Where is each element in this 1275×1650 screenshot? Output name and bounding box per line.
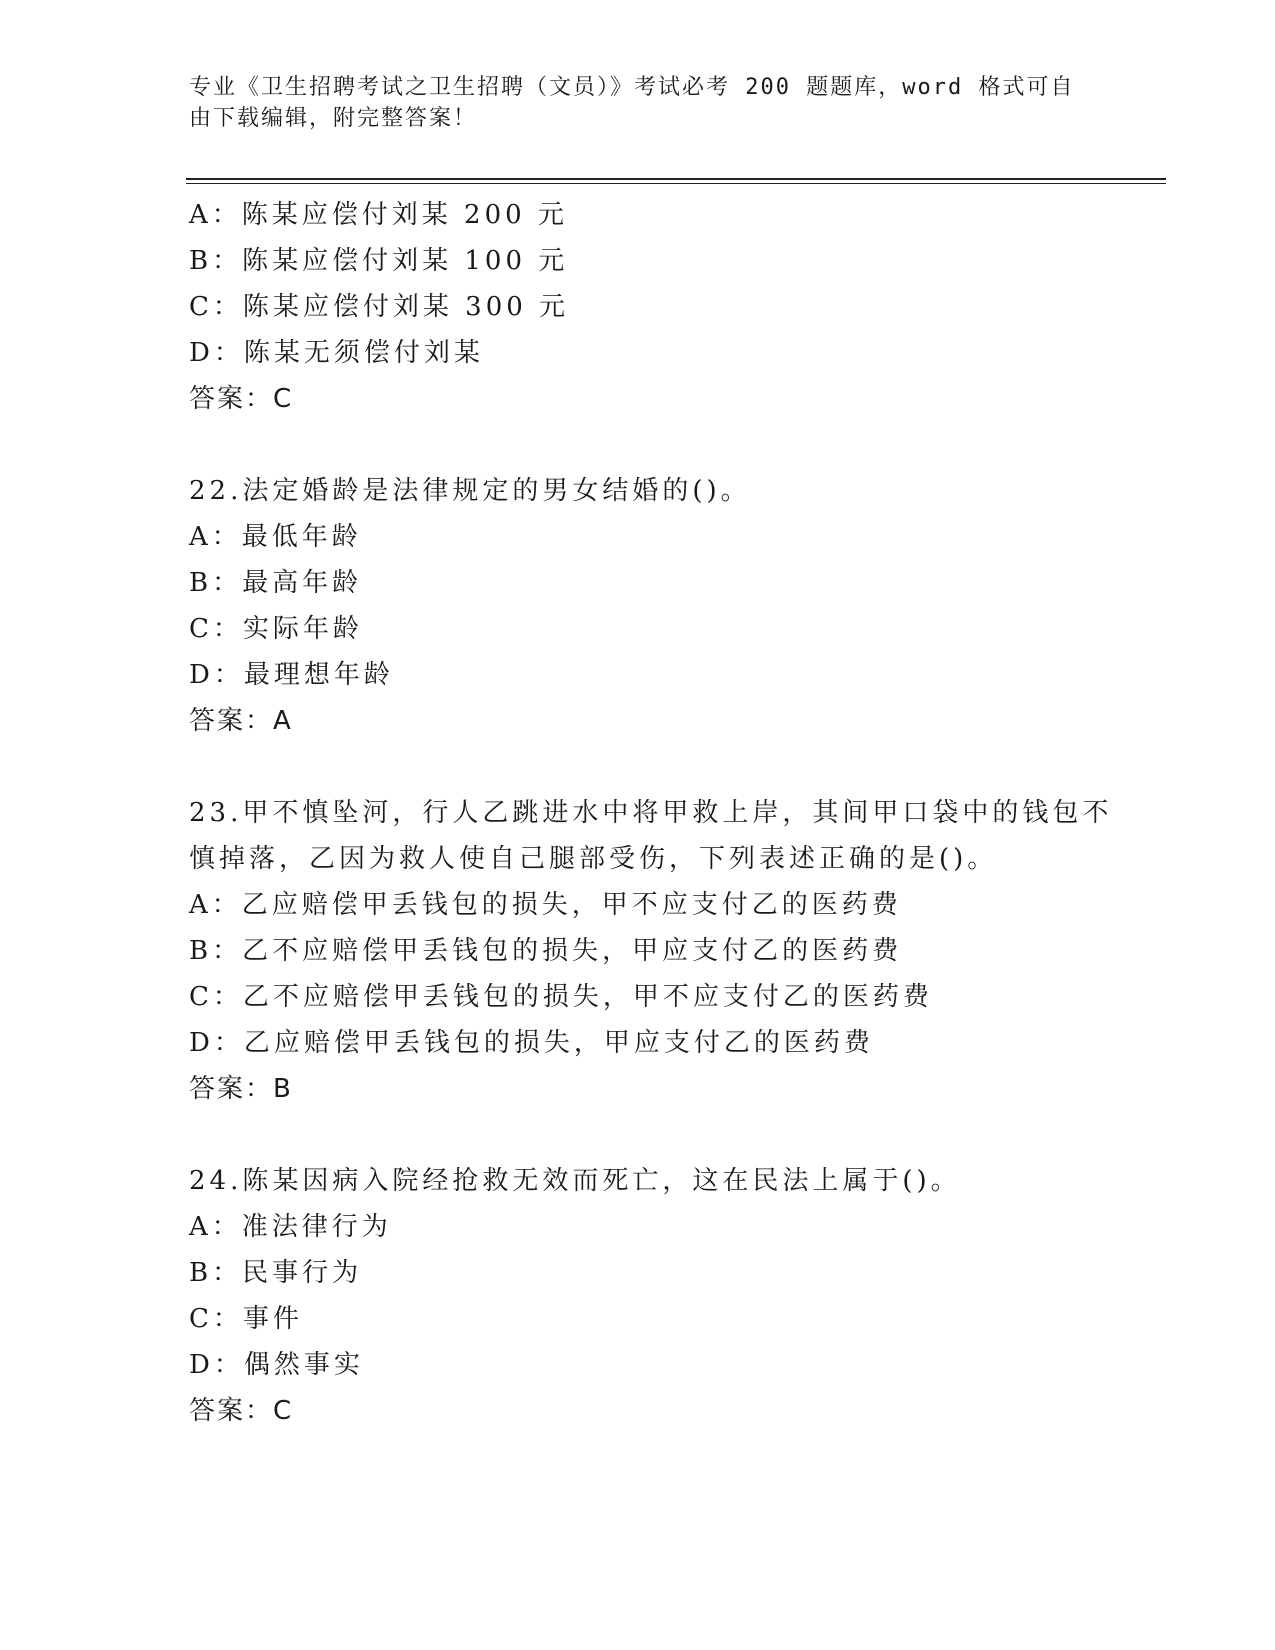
question-stem-line-1: 23.甲不慎坠河，行人乙跳进水中将甲救上岸，其间甲口袋中的钱包不 (189, 798, 1113, 828)
spacer (189, 744, 1169, 790)
header-divider-thin (186, 183, 1166, 184)
option-b: B：最高年龄 (189, 568, 363, 598)
option-b: B：陈某应偿付刘某 100 元 (189, 246, 569, 276)
option-a: A：乙应赔偿甲丢钱包的损失，甲不应支付乙的医药费 (189, 890, 902, 920)
header-divider-thick (186, 178, 1166, 180)
question-stem: 24.陈某因病入院经抢救无效而死亡，这在民法上属于()。 (189, 1166, 961, 1196)
option-d: D：最理想年龄 (189, 660, 394, 690)
answer-line: 答案：C (189, 1396, 294, 1426)
document-header (189, 72, 1089, 134)
spacer (189, 422, 1169, 468)
option-a: A：陈某应偿付刘某 200 元 (189, 200, 568, 230)
question-24 (189, 1158, 1169, 1434)
option-c: C：实际年龄 (189, 614, 363, 644)
header-line-2: 由下载编辑，附完整答案！ (189, 106, 478, 131)
option-c: C：乙不应赔偿甲丢钱包的损失，甲不应支付乙的医药费 (189, 982, 933, 1012)
question-21-continued (189, 192, 1169, 422)
spacer (189, 1112, 1169, 1158)
answer-line: 答案：B (189, 1074, 293, 1104)
option-a: A：准法律行为 (189, 1212, 392, 1242)
option-b: B：民事行为 (189, 1258, 363, 1288)
answer-line: 答案：A (189, 706, 293, 736)
option-b: B：乙不应赔偿甲丢钱包的损失，甲应支付乙的医药费 (189, 936, 903, 966)
question-stem-line-2: 慎掉落，乙因为救人使自己腿部受伤，下列表述正确的是()。 (189, 844, 998, 874)
question-23 (189, 790, 1169, 1112)
option-c: C：事件 (189, 1304, 303, 1334)
option-d: D：偶然事实 (189, 1350, 364, 1380)
option-d: D：乙应赔偿甲丢钱包的损失，甲应支付乙的医药费 (189, 1028, 874, 1058)
option-d: D：陈某无须偿付刘某 (189, 338, 484, 368)
answer-line: 答案：C (189, 384, 294, 414)
question-list (189, 192, 1169, 1434)
question-22 (189, 468, 1169, 744)
option-a: A：最低年龄 (189, 522, 362, 552)
question-stem: 22.法定婚龄是法律规定的男女结婚的()。 (189, 476, 751, 506)
header-line-1: 专业《卫生招聘考试之卫生招聘（文员）》考试必考 200 题题库，word 格式可自 (189, 75, 1075, 100)
option-c: C：陈某应偿付刘某 300 元 (189, 292, 570, 322)
